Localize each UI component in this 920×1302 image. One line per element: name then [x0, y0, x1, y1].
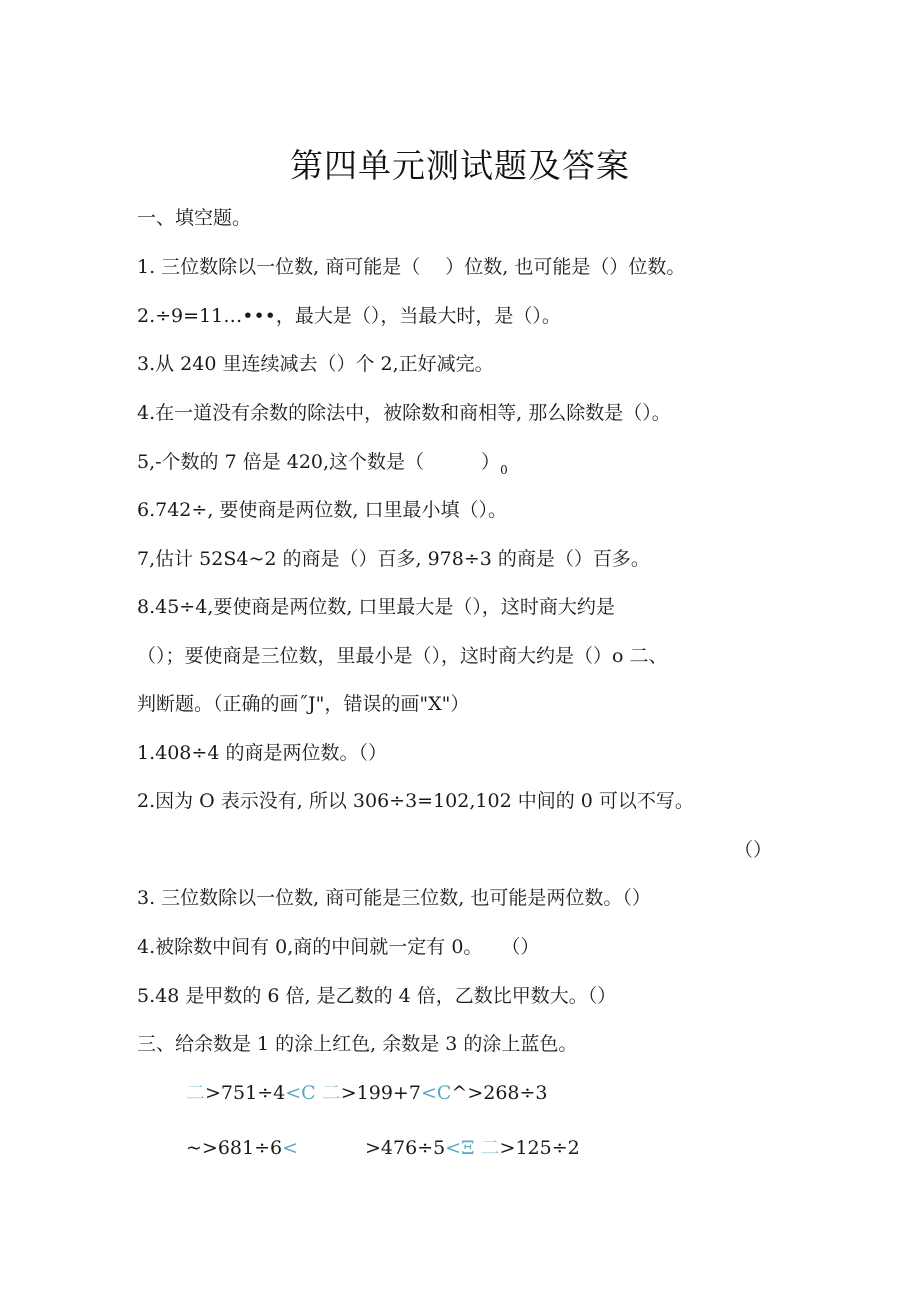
section-judgement-heading: 判断题。（正确的画˝J"，错误的画"X"）: [137, 693, 470, 715]
coloring-row-1: [186, 1080, 548, 1106]
coloring-row-1-mark-a: 二: [186, 1082, 206, 1104]
judgement-3: 3. 三位数除以一位数, 商可能是三位数, 也可能是两位数。（）: [137, 887, 651, 909]
question-5-text: 5,-个数的 7 倍是 420,这个数是（ ）: [137, 451, 501, 473]
judgement-5: 5.48 是甲数的 6 倍, 是乙数的 4 倍，乙数比甲数大。（）: [137, 985, 617, 1007]
question-5-subscript: 0: [500, 463, 508, 477]
judgement-2-answer-paren: （）: [734, 839, 773, 861]
coloring-row-2-mark-a: <: [282, 1137, 299, 1159]
question-5: [137, 449, 508, 483]
coloring-row-1-mark-b: <C: [285, 1082, 316, 1104]
page-title: 第四单元测试题及答案: [290, 146, 630, 185]
question-8-line-1: 8.45÷4,要使商是两位数, 口里最大是（），这时商大约是: [137, 596, 615, 618]
question-8-line-2: （）；要使商是三位数，里最小是（），这时商大约是（）o 二、: [137, 645, 668, 667]
judgement-1: 1.408÷4 的商是两位数。（）: [137, 742, 387, 764]
coloring-row-1-expr-3: ^>268÷3: [451, 1082, 548, 1104]
coloring-row-2-mark-b: <Ξ: [445, 1137, 475, 1159]
coloring-row-1-expr-1: >751÷4: [205, 1082, 286, 1104]
question-6: 6.742÷, 要使商是两位数, 口里最小填（）。: [137, 499, 507, 521]
coloring-row-1-mark-c: 二: [315, 1082, 341, 1104]
coloring-row-1-mark-d: <C: [420, 1082, 452, 1104]
question-7: 7,估计 52S4~2 的商是（）百多, 978÷3 的商是（）百多。: [137, 548, 650, 570]
section-coloring-heading: 三、给余数是 1 的涂上红色, 余数是 3 的涂上蓝色。: [137, 1033, 578, 1055]
judgement-4: 4.被除数中间有 0,商的中间就一定有 0。 （）: [137, 936, 540, 958]
question-3: 3.从 240 里连续减去（）个 2,正好减完。: [137, 353, 494, 375]
question-4: 4.在一道没有余数的除法中，被除数和商相等, 那么除数是（）。: [137, 402, 671, 424]
coloring-row-2-expr-3: >125÷2: [499, 1137, 580, 1159]
coloring-row-2-left: [186, 1135, 298, 1161]
coloring-row-1-expr-2: >199+7: [340, 1082, 421, 1104]
coloring-row-2-expr-2: >476÷5: [365, 1137, 446, 1159]
section-fill-in-heading: 一、填空题。: [137, 207, 252, 229]
question-2: 2.÷9=11…•••，最大是（），当最大时，是（）。: [137, 305, 561, 327]
coloring-row-2-expr-1: ~>681÷6: [186, 1137, 283, 1159]
coloring-row-2-mark-c: 二: [474, 1137, 500, 1159]
coloring-row-2-right: [365, 1135, 580, 1161]
question-1: 1. 三位数除以一位数, 商可能是（ ）位数, 也可能是（）位数。: [137, 256, 686, 278]
judgement-2: 2.因为 O 表示没有, 所以 306÷3=102,102 中间的 0 可以不写。: [137, 790, 694, 812]
